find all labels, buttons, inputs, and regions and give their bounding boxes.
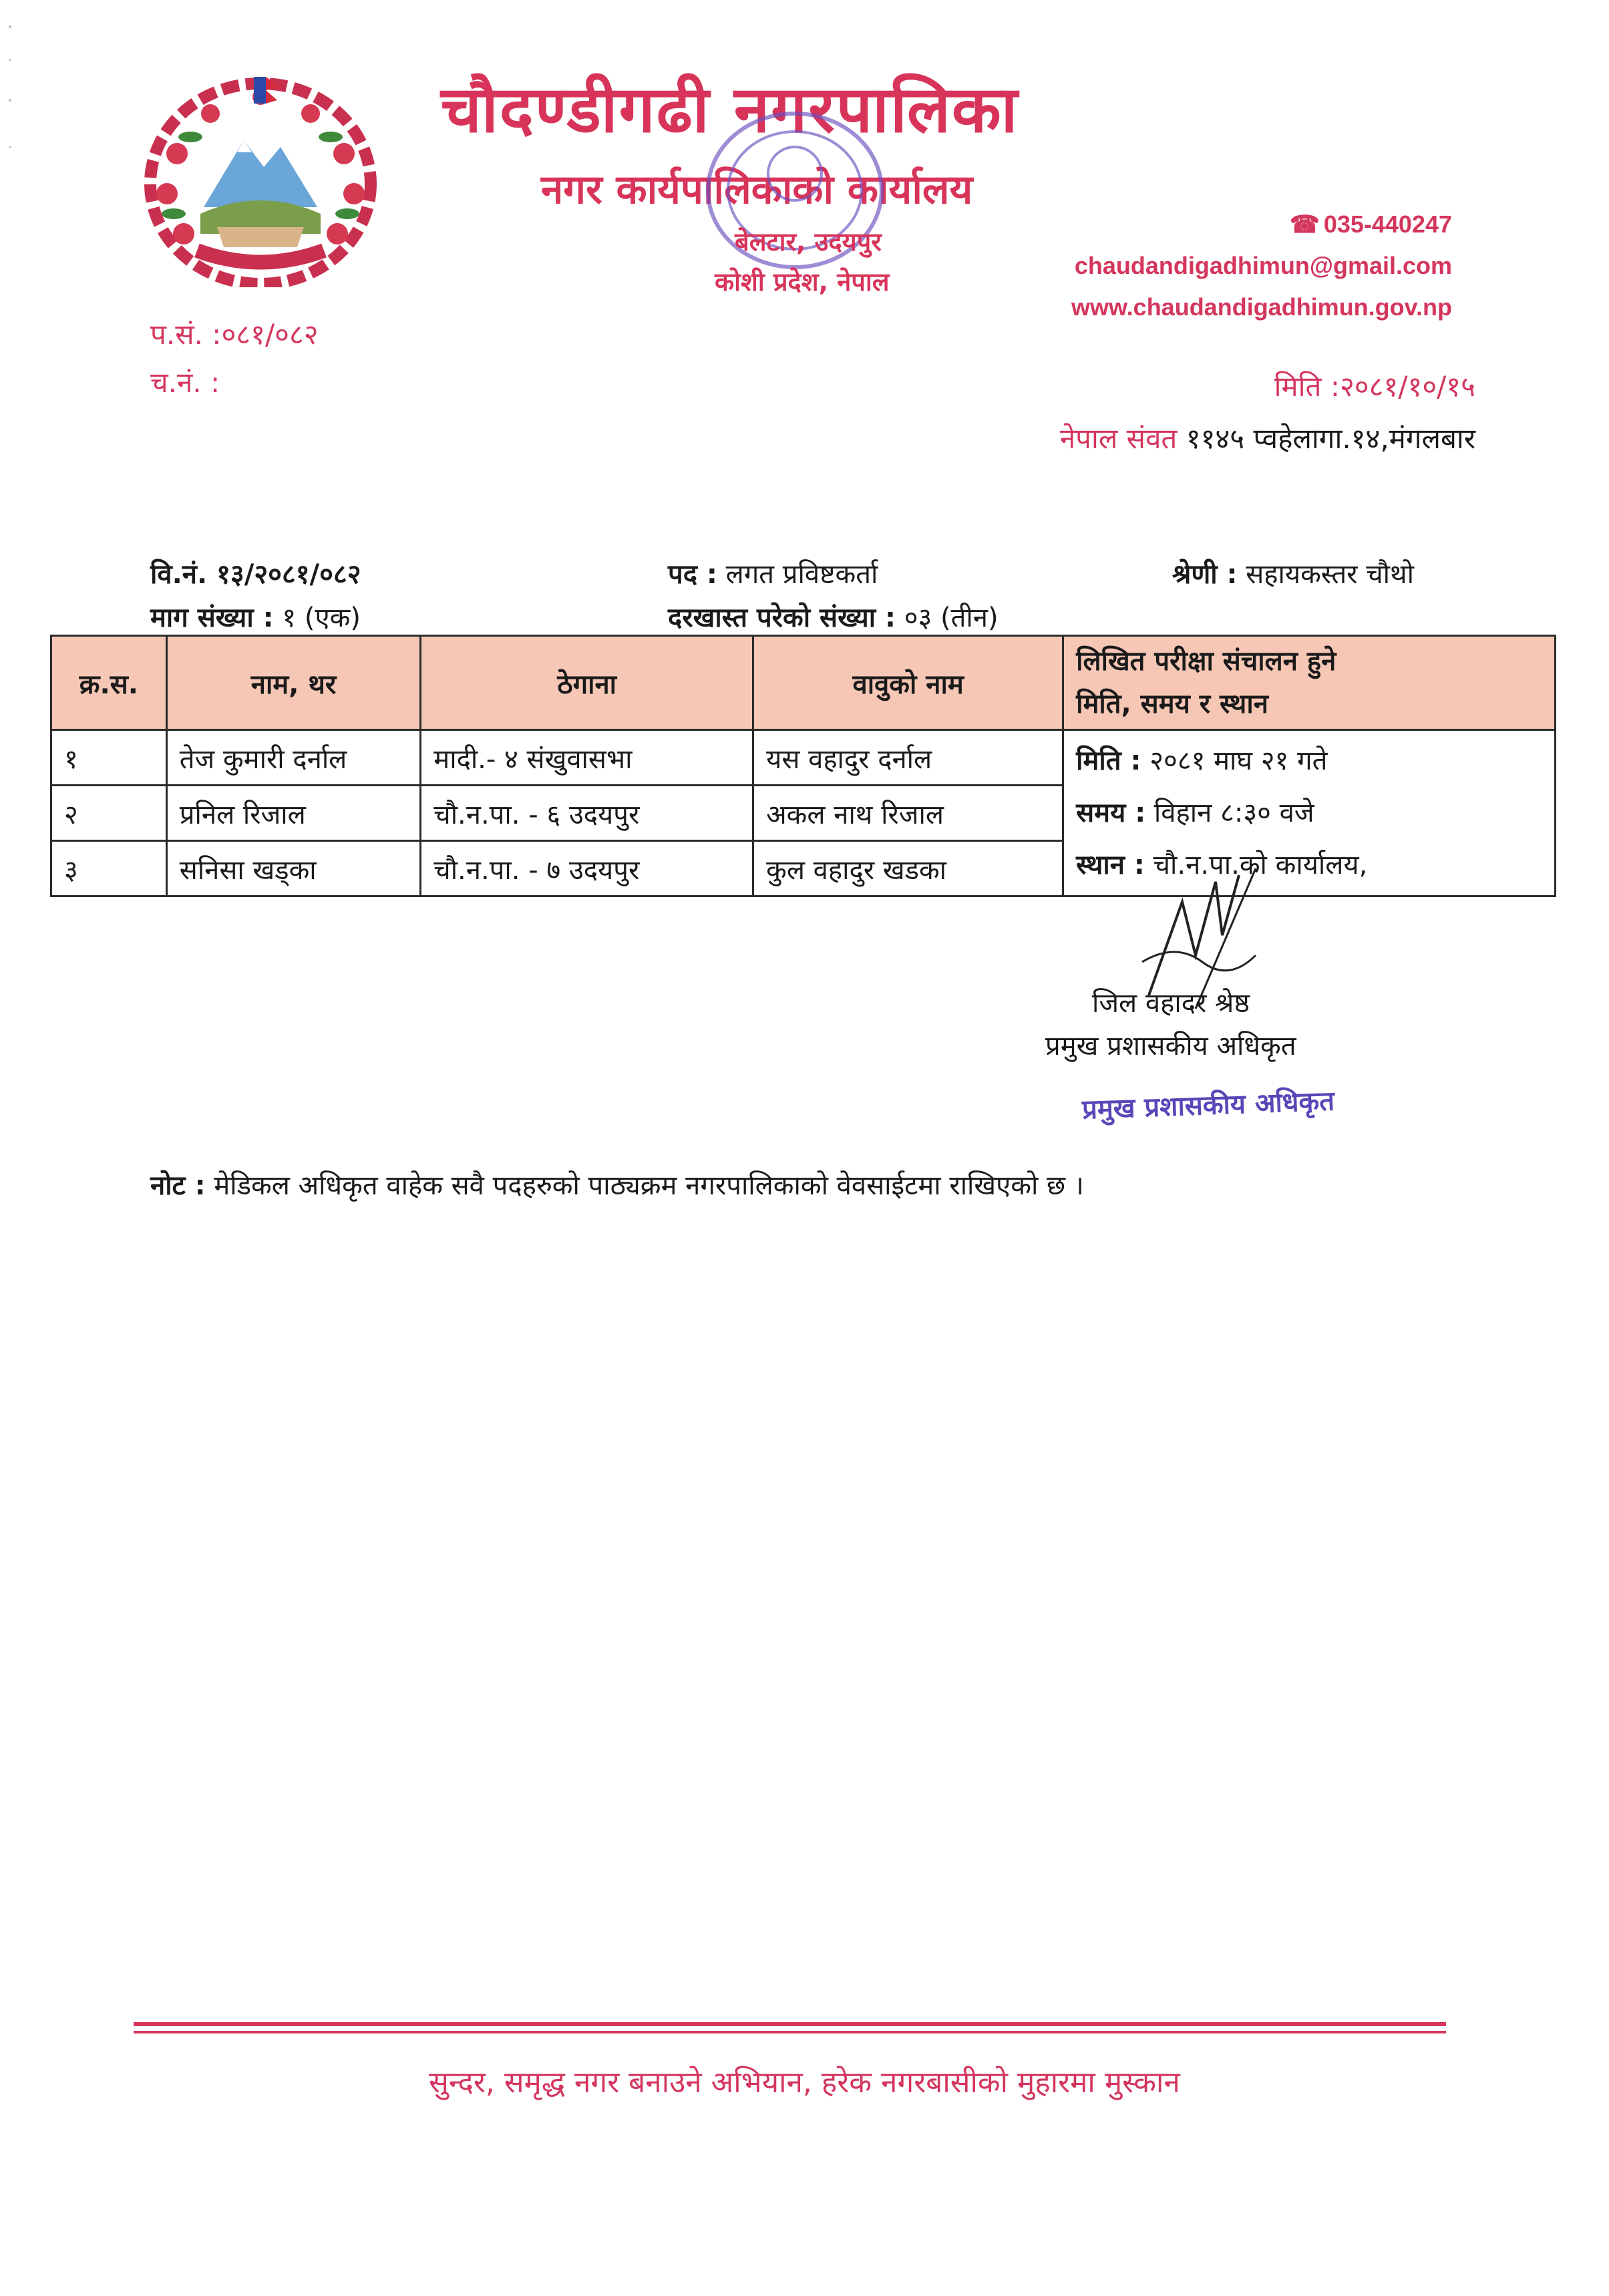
website[interactable]: www.chaudandigadhimun.gov.np [1071, 293, 1452, 321]
applications-label: दरखास्त परेको संख्या : [668, 603, 896, 633]
cell-sn: ३ [51, 841, 167, 896]
office-address: बेलटार, उदयपुर [735, 227, 882, 257]
col-father: वावुको नाम [753, 636, 1063, 730]
demand-field [150, 598, 361, 635]
phone-number: 035-440247 [1323, 210, 1452, 238]
footer-slogan: सुन्दर, समृद्ध नगर बनाउने अभियान, हरेक नगरबासीको मुहारमा मुस्कान [429, 2066, 1180, 2100]
date-block [1060, 361, 1475, 465]
reference-block [150, 311, 319, 407]
exam-time: समय : विहान ८:३० वजे [1076, 798, 1314, 828]
chalani-number: च.नं. : [150, 366, 220, 399]
col-address: ठेगाना [421, 636, 753, 730]
level-value: सहायकस्तर चौथो [1246, 559, 1414, 590]
table-row [51, 730, 1556, 786]
office-province: कोशी प्रदेश, नेपाल [715, 267, 890, 297]
exam-date: मिति : २०८१ माघ २१ गते [1076, 746, 1328, 776]
phone-row [1071, 204, 1452, 245]
signatory-title: प्रमुख प्रशासकीय अधिकृत [1045, 1031, 1296, 1061]
cell-sn: २ [51, 786, 167, 841]
cell-father: यस वहादुर दर्नाल [753, 730, 1063, 786]
applicants-table [50, 635, 1556, 897]
nepal-emblem-icon [137, 73, 384, 287]
note-text: मेडिकल अधिकृत वाहेक सवै पदहरुको पाठ्यक्रम नगरपालिकाको वेवसाईटमा राखिएको छ । [214, 1170, 1084, 1201]
patra-sankhya: प.सं. :०८१/०८२ [150, 318, 319, 351]
nepal-samvat-value: ११४५ प्वहेलागा.१४,मंगलबार [1186, 422, 1475, 455]
email[interactable]: chaudandigadhimun@gmail.com [1074, 252, 1452, 279]
demand-value: १ (एक) [282, 603, 361, 633]
signatory-name: जिल वहादर श्रेष्ठ [1092, 988, 1250, 1019]
cell-father: अकल नाथ रिजाल [753, 786, 1063, 841]
notice-number: वि.नं. १३/२०८१/०८२ [150, 559, 361, 590]
demand-label: माग संख्या : [150, 603, 274, 633]
col-exam-line2: मिति, समय र स्थान [1076, 689, 1268, 719]
cell-address: चौ.न.पा. - ७ उदयपुर [421, 841, 753, 896]
cell-name: सनिसा खड्का [166, 841, 421, 896]
level-label: श्रेणी : [1172, 559, 1238, 590]
office-name: नगर कार्यपालिकाको कार्यालय [541, 166, 973, 213]
nepal-samvat-label: नेपाल संवत [1059, 422, 1178, 455]
scan-marks [7, 20, 13, 174]
contact-block [1071, 204, 1452, 328]
nepal-samvat-date [1060, 413, 1475, 465]
note-label: नोट : [150, 1170, 206, 1201]
post-label: पद : [668, 559, 717, 590]
note [150, 1166, 1084, 1202]
cell-sn: १ [51, 730, 167, 786]
cell-address: मादी.- ४ संखुवासभा [421, 730, 753, 786]
col-exam [1063, 636, 1556, 730]
applications-field [668, 598, 999, 635]
signature-block [1045, 982, 1296, 1068]
table-header-row [51, 636, 1556, 730]
footer-divider [134, 2031, 1446, 2033]
letter-date: मिति :२०८१/१०/१५ [1274, 370, 1475, 403]
cell-name: तेज कुमारी दर्नाल [166, 730, 421, 786]
post-value: लगत प्रविष्टकर्ता [725, 559, 878, 590]
cell-name: प्रनिल रिजाल [166, 786, 421, 841]
post-field [668, 554, 878, 591]
cell-father: कुल वहादुर खडका [753, 841, 1063, 896]
org-name: चौदण्डीगढी नगरपालिका [441, 72, 1019, 147]
applications-value: ०३ (तीन) [904, 603, 999, 633]
col-name: नाम, थर [166, 636, 421, 730]
level-field [1172, 554, 1414, 591]
phone-icon: ☎ [1289, 210, 1320, 238]
designation-stamp: प्रमुख प्रशासकीय अधिकृत [1081, 1086, 1335, 1126]
cell-address: चौ.न.पा. - ६ उदयपुर [421, 786, 753, 841]
footer-divider [134, 2022, 1446, 2026]
col-sn: क्र.स. [51, 636, 167, 730]
col-exam-line1: लिखित परीक्षा संचालन हुने [1076, 646, 1336, 677]
exam-place: स्थान : चौ.न.पा.को कार्यालय, [1076, 850, 1368, 880]
